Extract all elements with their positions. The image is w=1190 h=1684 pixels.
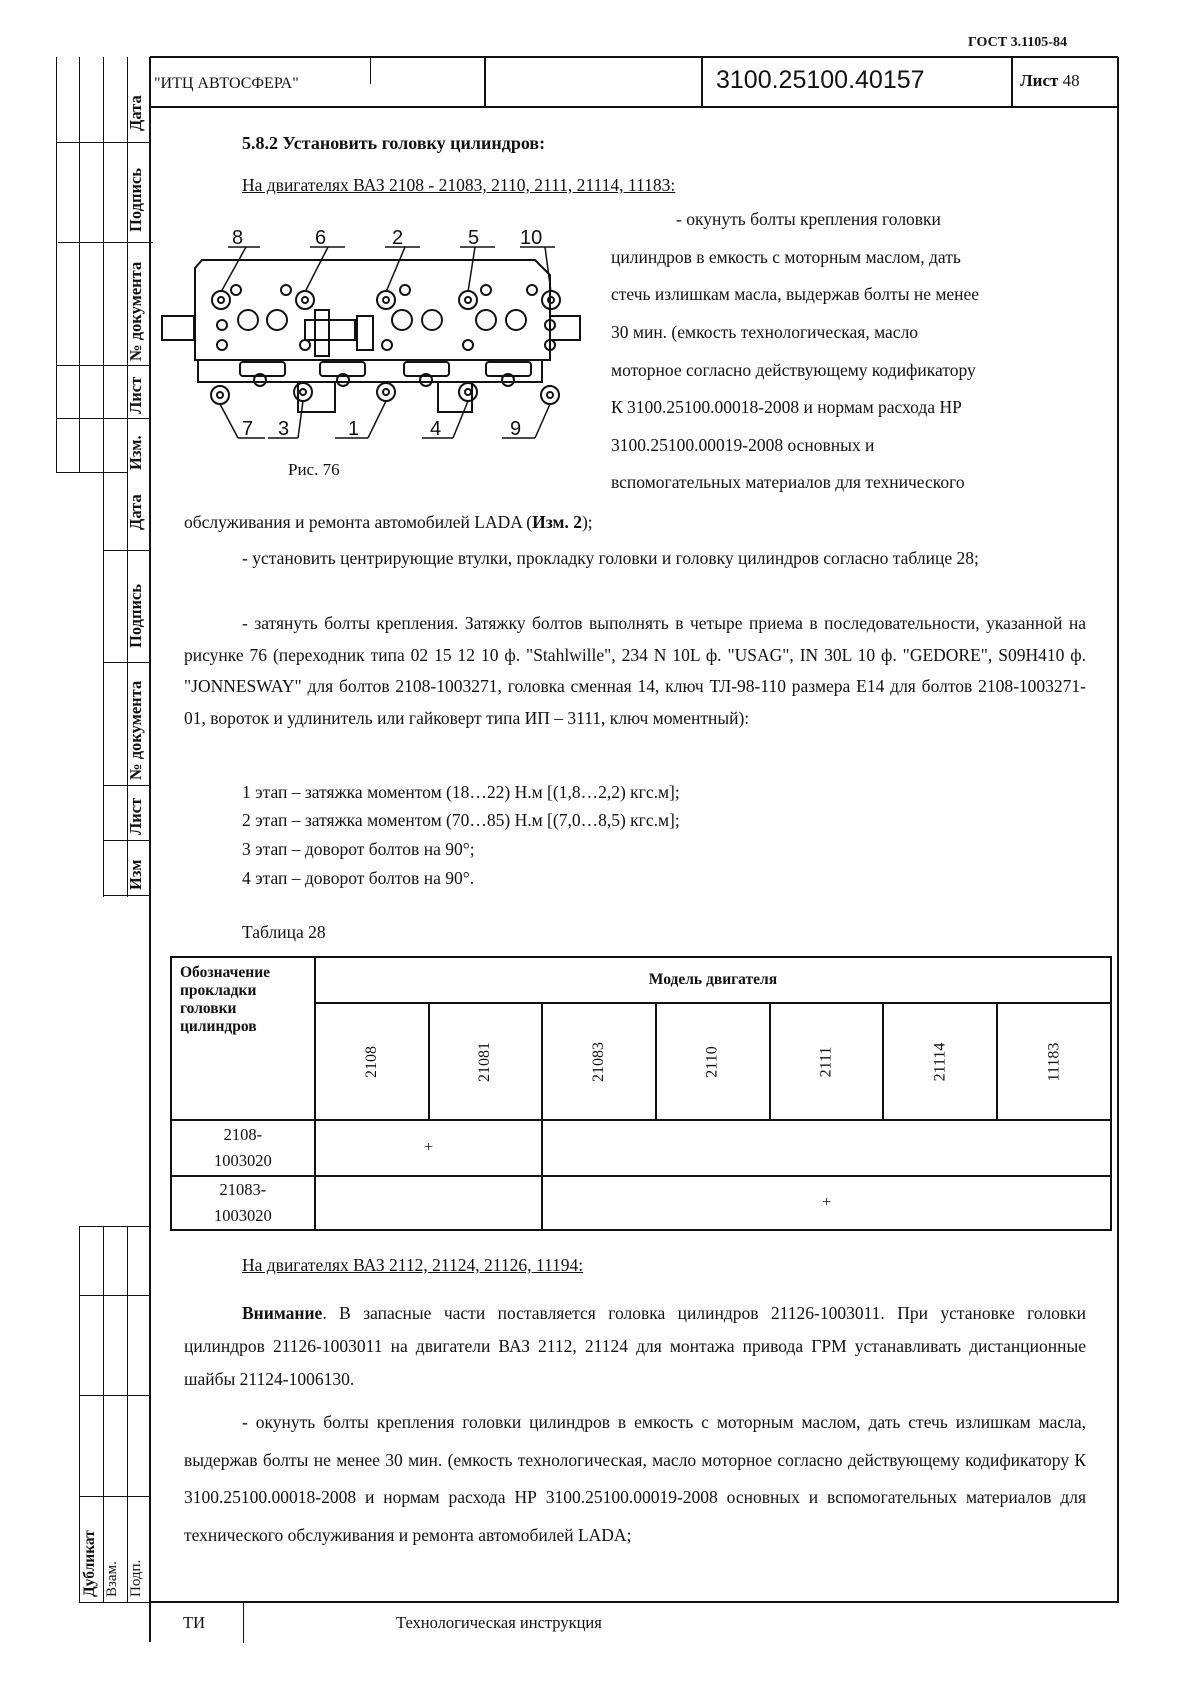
header-sep-1 bbox=[484, 57, 486, 107]
amendment-note: Изм. 2 bbox=[532, 512, 582, 532]
applies-2108-21081: + bbox=[315, 1120, 542, 1176]
side-label-change: Изм. bbox=[126, 435, 145, 470]
model-2110: 2110 bbox=[656, 1003, 770, 1120]
side-label-sheet-2: Лист bbox=[126, 797, 145, 835]
callout-1: 1 bbox=[348, 418, 360, 440]
sheet-label: Лист bbox=[1020, 71, 1059, 90]
section-title: 5.8.2 Установить головку цилиндров: bbox=[242, 133, 546, 153]
model-21083: 21083 bbox=[542, 1003, 656, 1120]
document-number: 3100.25100.40157 bbox=[716, 66, 925, 94]
applies-none-row1 bbox=[542, 1120, 1111, 1176]
group-header-cell: Модель двигателя bbox=[315, 957, 1111, 1003]
side-label-signature: Подпись bbox=[126, 167, 145, 232]
callout-9: 9 bbox=[510, 418, 522, 440]
sheet-indicator bbox=[1020, 71, 1080, 91]
callout-8: 8 bbox=[232, 227, 244, 249]
row-header-cell: Обозначение прокладки головки цилиндров bbox=[171, 957, 315, 1120]
header-sep-2 bbox=[701, 57, 703, 107]
table-caption: Таблица 28 bbox=[242, 922, 326, 942]
model-11183: 11183 bbox=[997, 1003, 1111, 1120]
attention-paragraph: Внимание. В запасные части поставляется головка цилиндров 21126-1003011. При установке головки цилиндров 21126-1003011 на двигатели ВАЗ 2112, 21124 для монтажа привода ГРМ устанавливать дистанционные шайбы 21124-1006130. bbox=[184, 1303, 1086, 1389]
sheet-number: 48 bbox=[1062, 71, 1080, 90]
stage-2: 2 этап – затяжка моментом (70…85) Н.м [(7,0…8,5) кгс.м]; bbox=[242, 810, 680, 830]
step-install-parts: - установить центрирующие втулки, прокладку головки и головку цилиндров согласно таблице 28; bbox=[242, 548, 979, 568]
side-label-date: Дата bbox=[126, 95, 145, 131]
attention-label: Внимание bbox=[242, 1303, 323, 1323]
stage-3: 3 этап – доворот болтов на 90°; bbox=[242, 839, 475, 859]
callout-10: 10 bbox=[520, 227, 543, 249]
cylinder-head-drawing bbox=[150, 220, 600, 460]
model-2111: 2111 bbox=[770, 1003, 884, 1120]
callout-4: 4 bbox=[430, 418, 442, 440]
applies-none-row2 bbox=[315, 1176, 542, 1230]
step-tighten-bolts: - затянуть болты крепления. Затяжку болтов выполнять в четыре приема в последовательности, указанной на рисунке 76 (переходник типа 02 15 12 10 ф. "Stahlwille", 234 N 10L ф. "USAG", IN 30L 10 ф. "GEDORE", S09H410 ф. "JONNESWAY" для болтов 2108-1003271, головка сменная 14, ключ ТЛ-98-110 размера E14 для болтов 2108-1003271-01, вороток и удлинитель или гайковерт типа ИП – 3111, ключ моментный): bbox=[184, 613, 1086, 728]
frame-top bbox=[150, 56, 1118, 58]
side-label-doc-number-2: № документа bbox=[126, 680, 145, 780]
step-dip-bolts-2: - окунуть болты крепления головки цилиндров в емкость с моторным маслом, дать стечь излишкам масла, выдержав болты не менее 30 мин. (емкость технологическая, масло моторное согласно действующему кодификатору К 3100.25100.00018-2008 и нормам расхода НР 3100.25100.00019-2008 основных и вспомогательных материалов для технического обслуживания и ремонта автомобилей LADA; bbox=[184, 1412, 1086, 1545]
side-label-sheet: Лист bbox=[126, 376, 145, 414]
applies-21083-11183: + bbox=[542, 1176, 1111, 1230]
engine-subheading-1: На двигателях ВАЗ 2108 - 21083, 2110, 2111, 21114, 11183: bbox=[242, 175, 676, 195]
callout-6: 6 bbox=[315, 227, 327, 249]
frame-right bbox=[1117, 57, 1119, 1603]
gost-standard: ГОСТ 3.1105-84 bbox=[968, 35, 1067, 50]
header-bottom-rule bbox=[150, 106, 1118, 108]
header-sep-3 bbox=[1011, 57, 1013, 107]
footer-title: Технологическая инструкция bbox=[396, 1613, 602, 1632]
gasket-21083-1003020: 21083- 1003020 bbox=[171, 1176, 315, 1230]
stage-4: 4 этап – доворот болтов на 90°. bbox=[242, 868, 475, 888]
footer-divider bbox=[243, 1603, 244, 1643]
gasket-table bbox=[170, 956, 1112, 1231]
side-label-signature-2: Подпись bbox=[126, 583, 145, 648]
footer-code: ТИ bbox=[183, 1613, 205, 1632]
figure-caption: Рис. 76 bbox=[288, 460, 340, 479]
model-21081: 21081 bbox=[429, 1003, 543, 1120]
side-label-duplicate: Дубликат bbox=[81, 1530, 98, 1597]
frame-bottom bbox=[150, 1601, 1118, 1603]
side-label-date-2: Дата bbox=[126, 494, 145, 530]
engine-subheading-2: На двигателях ВАЗ 2112, 21124, 21126, 11194: bbox=[242, 1255, 584, 1275]
header-tick bbox=[370, 57, 371, 84]
figure-76 bbox=[150, 220, 600, 480]
callout-3: 3 bbox=[278, 418, 290, 440]
side-label-doc-number: № документа bbox=[126, 261, 145, 361]
gasket-2108-1003020: 2108- 1003020 bbox=[171, 1120, 315, 1176]
model-21114: 21114 bbox=[883, 1003, 997, 1120]
callout-5: 5 bbox=[468, 227, 480, 249]
side-label-sign: Подп. bbox=[128, 1559, 144, 1597]
side-paragraph-end: обслуживания и ремонта автомобилей LADA (Изм. 2); bbox=[184, 512, 593, 532]
side-label-change-2: Изм bbox=[126, 859, 145, 890]
callout-7: 7 bbox=[242, 418, 254, 440]
side-label-replaces: Взам. bbox=[104, 1561, 120, 1597]
stage-1: 1 этап – затяжка моментом (18…22) Н.м [(1,8…2,2) кгс.м]; bbox=[242, 782, 680, 802]
model-2108: 2108 bbox=[315, 1003, 429, 1120]
callout-2: 2 bbox=[392, 227, 404, 249]
organization-name: "ИТЦ АВТОСФЕРА" bbox=[154, 75, 299, 92]
